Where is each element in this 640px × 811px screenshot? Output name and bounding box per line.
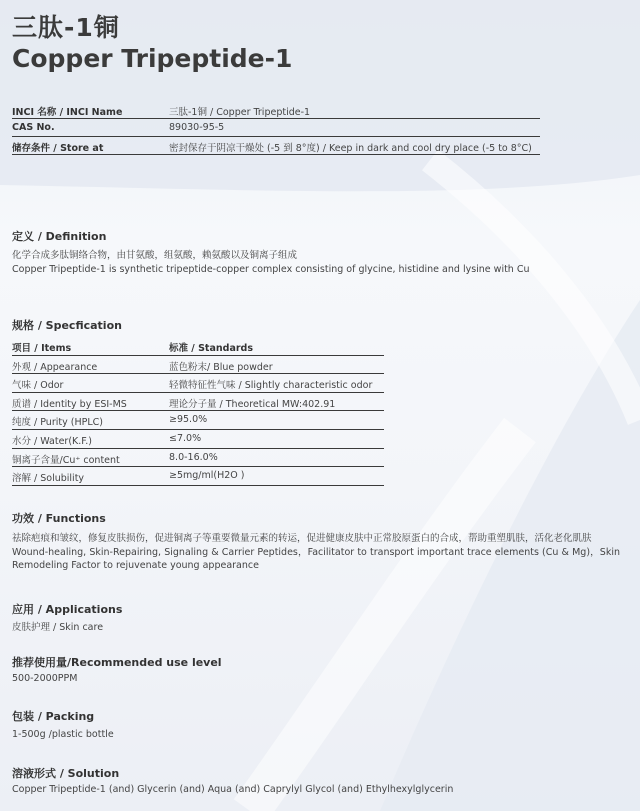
spec-item: 质谱 / Identity by ESI-MS	[12, 398, 127, 410]
spec-item: 水分 / Water(K.F.)	[12, 435, 92, 447]
definition-text-en: Copper Tripeptide-1 is synthetic tripeptide-copper complex consisting of glycine, histidine and lysine with Cu	[12, 264, 530, 275]
packing-text: 1-500g /plastic bottle	[12, 729, 114, 740]
functions-text-en: Wound-healing, Skin-Repairing, Signaling & Carrier Peptides，Facilitator to transport important trace elements (Cu & Mg)，Skin Remodeling Factor to rejuvenate young appearance	[12, 547, 620, 571]
table-row	[12, 356, 384, 375]
spec-standard: 8.0-16.0%	[169, 451, 218, 463]
table-row	[12, 374, 384, 393]
info-value: 89030-95-5	[169, 122, 225, 133]
solution-heading: 溶液形式 / Solution	[12, 767, 120, 780]
use-level-heading: 推荐使用量/Recommended use level	[12, 656, 222, 669]
info-row-storage	[12, 137, 540, 155]
solution-text: Copper Tripeptide-1 (and) Glycerin (and) Aqua (and) Caprylyl Glycol (and) Ethylhexylglycerin	[12, 784, 454, 795]
product-info-table	[12, 101, 540, 155]
packing-heading: 包装 / Packing	[12, 710, 95, 723]
info-value: 密封保存于阴凉干燥处 (-5 到 8°度) / Keep in dark and cool dry place (-5 to 8°C)	[169, 143, 532, 154]
table-row	[12, 467, 384, 486]
spec-header-item: 项目 / Items	[12, 343, 72, 354]
spec-standard: ≥5mg/ml(H2O )	[169, 470, 245, 482]
specification-table	[12, 337, 384, 486]
product-title-cn: 三肽-1铜	[12, 13, 120, 42]
spec-item: 铜离子含量/Cu⁺ content	[12, 454, 120, 466]
spec-item: 溶解 / Solubility	[12, 473, 85, 485]
definition-heading: 定义 / Definition	[12, 230, 107, 243]
functions-heading: 功效 / Functions	[12, 512, 106, 525]
spec-item: 外观 / Appearance	[12, 361, 98, 373]
spec-standard: 轻微特征性气味 / Slightly characteristic odor	[169, 380, 373, 392]
product-title-en: Copper Tripeptide-1	[12, 44, 293, 73]
specification-heading: 规格 / Specfication	[12, 319, 122, 332]
table-row	[12, 449, 384, 468]
spec-item: 纯度 / Purity (HPLC)	[12, 417, 103, 429]
applications-heading: 应用 / Applications	[12, 603, 123, 616]
spec-standard: 理论分子量 / Theoretical MW:402.91	[169, 398, 336, 410]
info-row-cas	[12, 119, 540, 137]
spec-standard: ≥95.0%	[169, 414, 208, 426]
info-key: CAS No.	[12, 122, 55, 133]
table-row	[12, 393, 384, 412]
info-key: 储存条件 / Store at	[12, 143, 104, 154]
info-key: INCI 名称 / INCI Name	[12, 107, 123, 118]
spec-standard: ≤7.0%	[169, 432, 202, 444]
table-row	[12, 430, 384, 449]
spec-header-row	[12, 337, 384, 356]
spec-standard: 蓝色粉末/ Blue powder	[169, 361, 273, 373]
spec-header-standard: 标准 / Standards	[169, 343, 253, 354]
table-row	[12, 411, 384, 430]
use-level-text: 500-2000PPM	[12, 673, 78, 684]
applications-text: 皮肤护理 / Skin care	[12, 622, 104, 633]
functions-text-cn: 祛除疤痕和皱纹，修复皮肤损伤，促进铜离子等重要微量元素的转运，促进健康皮肤中正常胶原蛋白的合成，帮助重塑肌肤，活化老化肌肤	[12, 533, 592, 544]
spec-item: 气味 / Odor	[12, 380, 64, 392]
info-value: 三肽-1铜 / Copper Tripeptide-1	[169, 107, 311, 118]
definition-text-cn: 化学合成多肽铜络合物，由甘氨酸，组氨酸，赖氨酸以及铜离子组成	[12, 250, 298, 261]
info-row-inci	[12, 101, 540, 119]
